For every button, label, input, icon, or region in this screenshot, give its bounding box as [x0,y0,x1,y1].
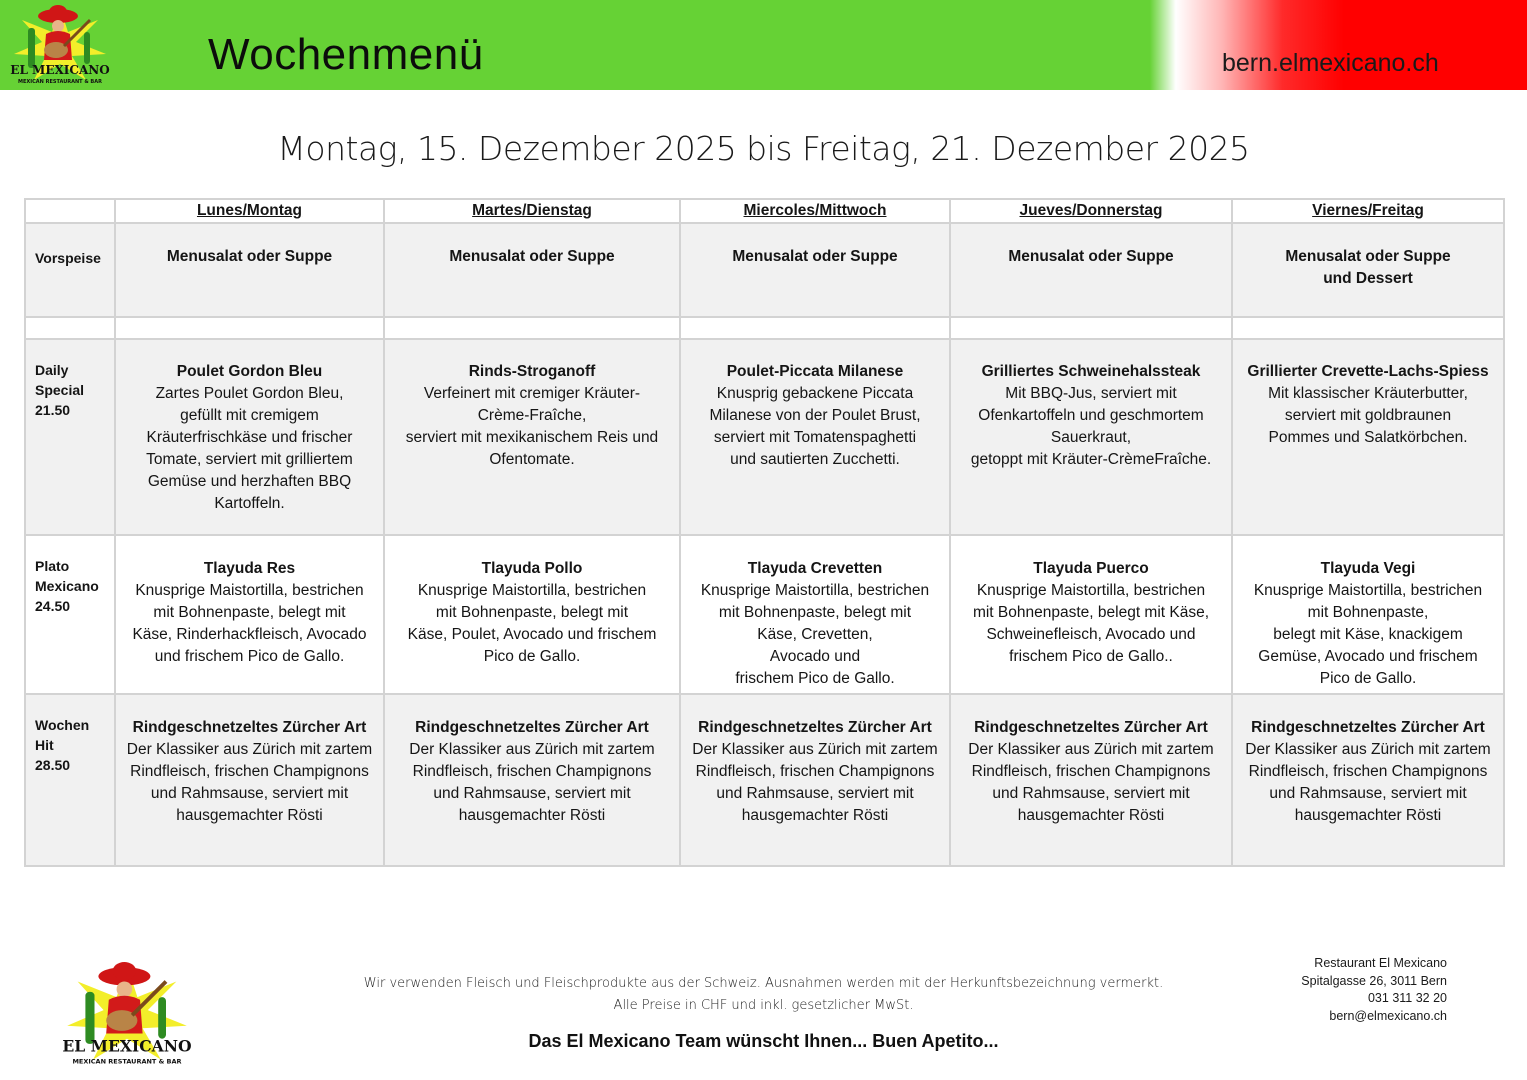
dish-title: Rindgeschnetzeltes Zürcher Art [1251,719,1485,736]
row-label [25,339,115,535]
dish-title: Tlayuda Puerco [1033,560,1149,577]
dish-description: Der Klassiker aus Zürich mit zartem Rindfleisch, frischen Champignons und Rahmsause, serviert mit hausgemachter Rösti [968,741,1214,824]
menu-cell [1232,339,1504,535]
empty-cell [1232,317,1504,339]
row-label-text: Daily Special 21.50 [35,362,85,418]
dish-title: Rinds-Stroganoff [468,363,596,380]
dish-description: Knusprige Maistortilla, bestrichen mit Bohnenpaste, belegt mit Käse, Poulet, Avocado und frischem Pico de Gallo. [407,582,657,665]
header-banner [0,0,1527,90]
dish-description: Zartes Poulet Gordon Bleu, gefüllt mit cremigem Kräuterfrischkäse und frischer Tomate, serviert mit grilliertem Gemüse und herzhaften BBQ Kartoffeln. [146,385,353,512]
menu-cell [1232,535,1504,694]
logo-text: EL MEXICANO [62,1036,192,1056]
row-label [25,694,115,866]
row-label [25,535,115,694]
logo-text: EL MEXICANO [10,63,110,77]
weekly-menu-table [24,198,1505,867]
row-label-text: Plato Mexicano 24.50 [35,558,99,614]
dish-description: Mit BBQ-Jus, serviert mit Ofenkartoffeln und geschmortem Sauerkraut, getoppt mit Kräuter-CrèmeFraîche. [970,385,1212,468]
plato-mexicano-row [25,535,1504,694]
dish-title: Tlayuda Vegi [1320,560,1416,577]
date-range: Montag, 15. Dezember 2025 bis Freitag, 21. Dezember 2025 [277,129,1250,168]
starter-text: Menusalat oder Suppe [449,248,615,265]
dish-title: Tlayuda Pollo [481,560,583,577]
starter-row [25,223,1504,317]
page-title: Wochenmenü [208,30,484,79]
dish-title: Rindgeschnetzeltes Zürcher Art [698,719,932,736]
starter-text: Menusalat oder Suppe [1008,248,1174,265]
restaurant-address [1301,955,1447,1025]
menu-cell [384,535,680,694]
empty-cell [950,317,1232,339]
website-link[interactable]: bern.elmexicano.ch [1222,49,1439,77]
dish-title: Poulet Gordon Bleu [176,363,323,380]
menu-cell [680,535,950,694]
dish-description: Der Klassiker aus Zürich mit zartem Rindfleisch, frischen Champignons und Rahmsause, serviert mit hausgemachter Rösti [692,741,938,824]
dish-description: Knusprig gebackene Piccata Milanese von der Poulet Brust, serviert mit Tomatenspaghetti und sautierten Zucchetti. [709,385,921,468]
spacer-row [25,317,1504,339]
day-header: Martes/Dienstag [384,199,680,223]
corner-cell [25,199,115,223]
empty-cell [115,317,384,339]
dish-description: Knusprige Maistortilla, bestrichen mit Bohnenpaste, belegt mit Käse, Schweinefleisch, Avocado und frischem Pico de Gallo.. [972,582,1210,665]
dish-description: Der Klassiker aus Zürich mit zartem Rindfleisch, frischen Champignons und Rahmsause, serviert mit hausgemachter Rösti [409,741,655,824]
el-mexicano-logo-icon [10,2,110,88]
price-note: Alle Preise in CHF und inkl. gesetzlicher MwSt. [613,998,914,1013]
menu-cell [680,223,950,317]
dish-title: Poulet-Piccata Milanese [726,363,904,380]
menu-cell [115,694,384,866]
wochen-hit-row [25,694,1504,866]
dish-title: Tlayuda Crevetten [747,560,883,577]
day-header: Miercoles/Mittwoch [680,199,950,223]
dish-description: Verfeinert mit cremiger Kräuter- Crème-Fraîche, serviert mit mexikanischem Reis und Ofentomate. [405,385,659,468]
restaurant-name: Restaurant El Mexicano [1314,956,1447,970]
phone-number[interactable]: 031 311 32 20 [1367,991,1447,1005]
logo-subtext: MEXICAN RESTAURANT & BAR [72,1057,182,1066]
empty-cell [25,317,115,339]
menu-cell [1232,223,1504,317]
day-header-row [25,199,1504,223]
menu-cell [680,694,950,866]
starter-text: Menusalat oder Suppe und Dessert [1285,248,1451,287]
menu-cell [384,694,680,866]
menu-cell [950,694,1232,866]
menu-cell [950,535,1232,694]
menu-cell [115,535,384,694]
logo-subtext: MEXICAN RESTAURANT & BAR [18,79,102,85]
dish-description: Knusprige Maistortilla, bestrichen mit Bohnenpaste, belegt mit Käse, knackigem Gemüse, Avocado und frischem Pico de Gallo. [1253,582,1483,687]
dish-title: Grilliertes Schweinehalssteak [981,363,1201,380]
origin-note: Wir verwenden Fleisch und Fleischprodukte aus der Schweiz. Ausnahmen werden mit der Herkunftsbezeichnung vermerkt. [363,976,1164,991]
email-address[interactable]: bern@elmexicano.ch [1329,1008,1447,1023]
row-label-text: Wochen Hit 28.50 [35,717,90,773]
day-header: Jueves/Donnerstag [950,199,1232,223]
dish-description: Mit klassischer Kräuterbutter, serviert mit goldbraunen Pommes und Salatkörbchen. [1268,385,1468,446]
el-mexicano-logo-icon [62,958,192,1070]
dish-title: Tlayuda Res [203,560,296,577]
dish-description: Der Klassiker aus Zürich mit zartem Rindfleisch, frischen Champignons und Rahmsause, serviert mit hausgemachter Rösti [126,741,373,824]
starter-text: Menusalat oder Suppe [732,248,898,265]
menu-cell [384,339,680,535]
day-header: Viernes/Freitag [1232,199,1504,223]
dish-title: Rindgeschnetzeltes Zürcher Art [974,719,1208,736]
street-address: Spitalgasse 26, 3011 Bern [1301,973,1447,988]
menu-cell [950,339,1232,535]
row-label [25,223,115,317]
dish-description: Knusprige Maistortilla, bestrichen mit Bohnenpaste, belegt mit Käse, Rinderhackfleisch, Avocado und frischem Pico de Gallo. [132,582,367,665]
empty-cell [384,317,680,339]
menu-cell [115,223,384,317]
daily-special-row [25,339,1504,535]
dish-title: Rindgeschnetzeltes Zürcher Art [415,719,649,736]
menu-cell [1232,694,1504,866]
dish-title: Grillierter Crevette-Lachs-Spiess [1247,363,1489,380]
menu-cell [950,223,1232,317]
menu-cell [680,339,950,535]
dish-description: Knusprige Maistortilla, bestrichen mit Bohnenpaste, belegt mit Käse, Crevetten, Avocado und frischem Pico de Gallo. [700,582,930,687]
day-header: Lunes/Montag [115,199,384,223]
dish-title: Rindgeschnetzeltes Zürcher Art [132,719,367,736]
dish-description: Der Klassiker aus Zürich mit zartem Rindfleisch, frischen Champignons und Rahmsause, serviert mit hausgemachter Rösti [1245,741,1491,824]
menu-cell [115,339,384,535]
menu-cell [384,223,680,317]
starter-text: Menusalat oder Suppe [166,248,333,265]
empty-cell [680,317,950,339]
row-label-text: Vorspeise [35,250,101,266]
closing-wish: Das El Mexicano Team wünscht Ihnen... Buen Apetito... [528,1031,999,1051]
